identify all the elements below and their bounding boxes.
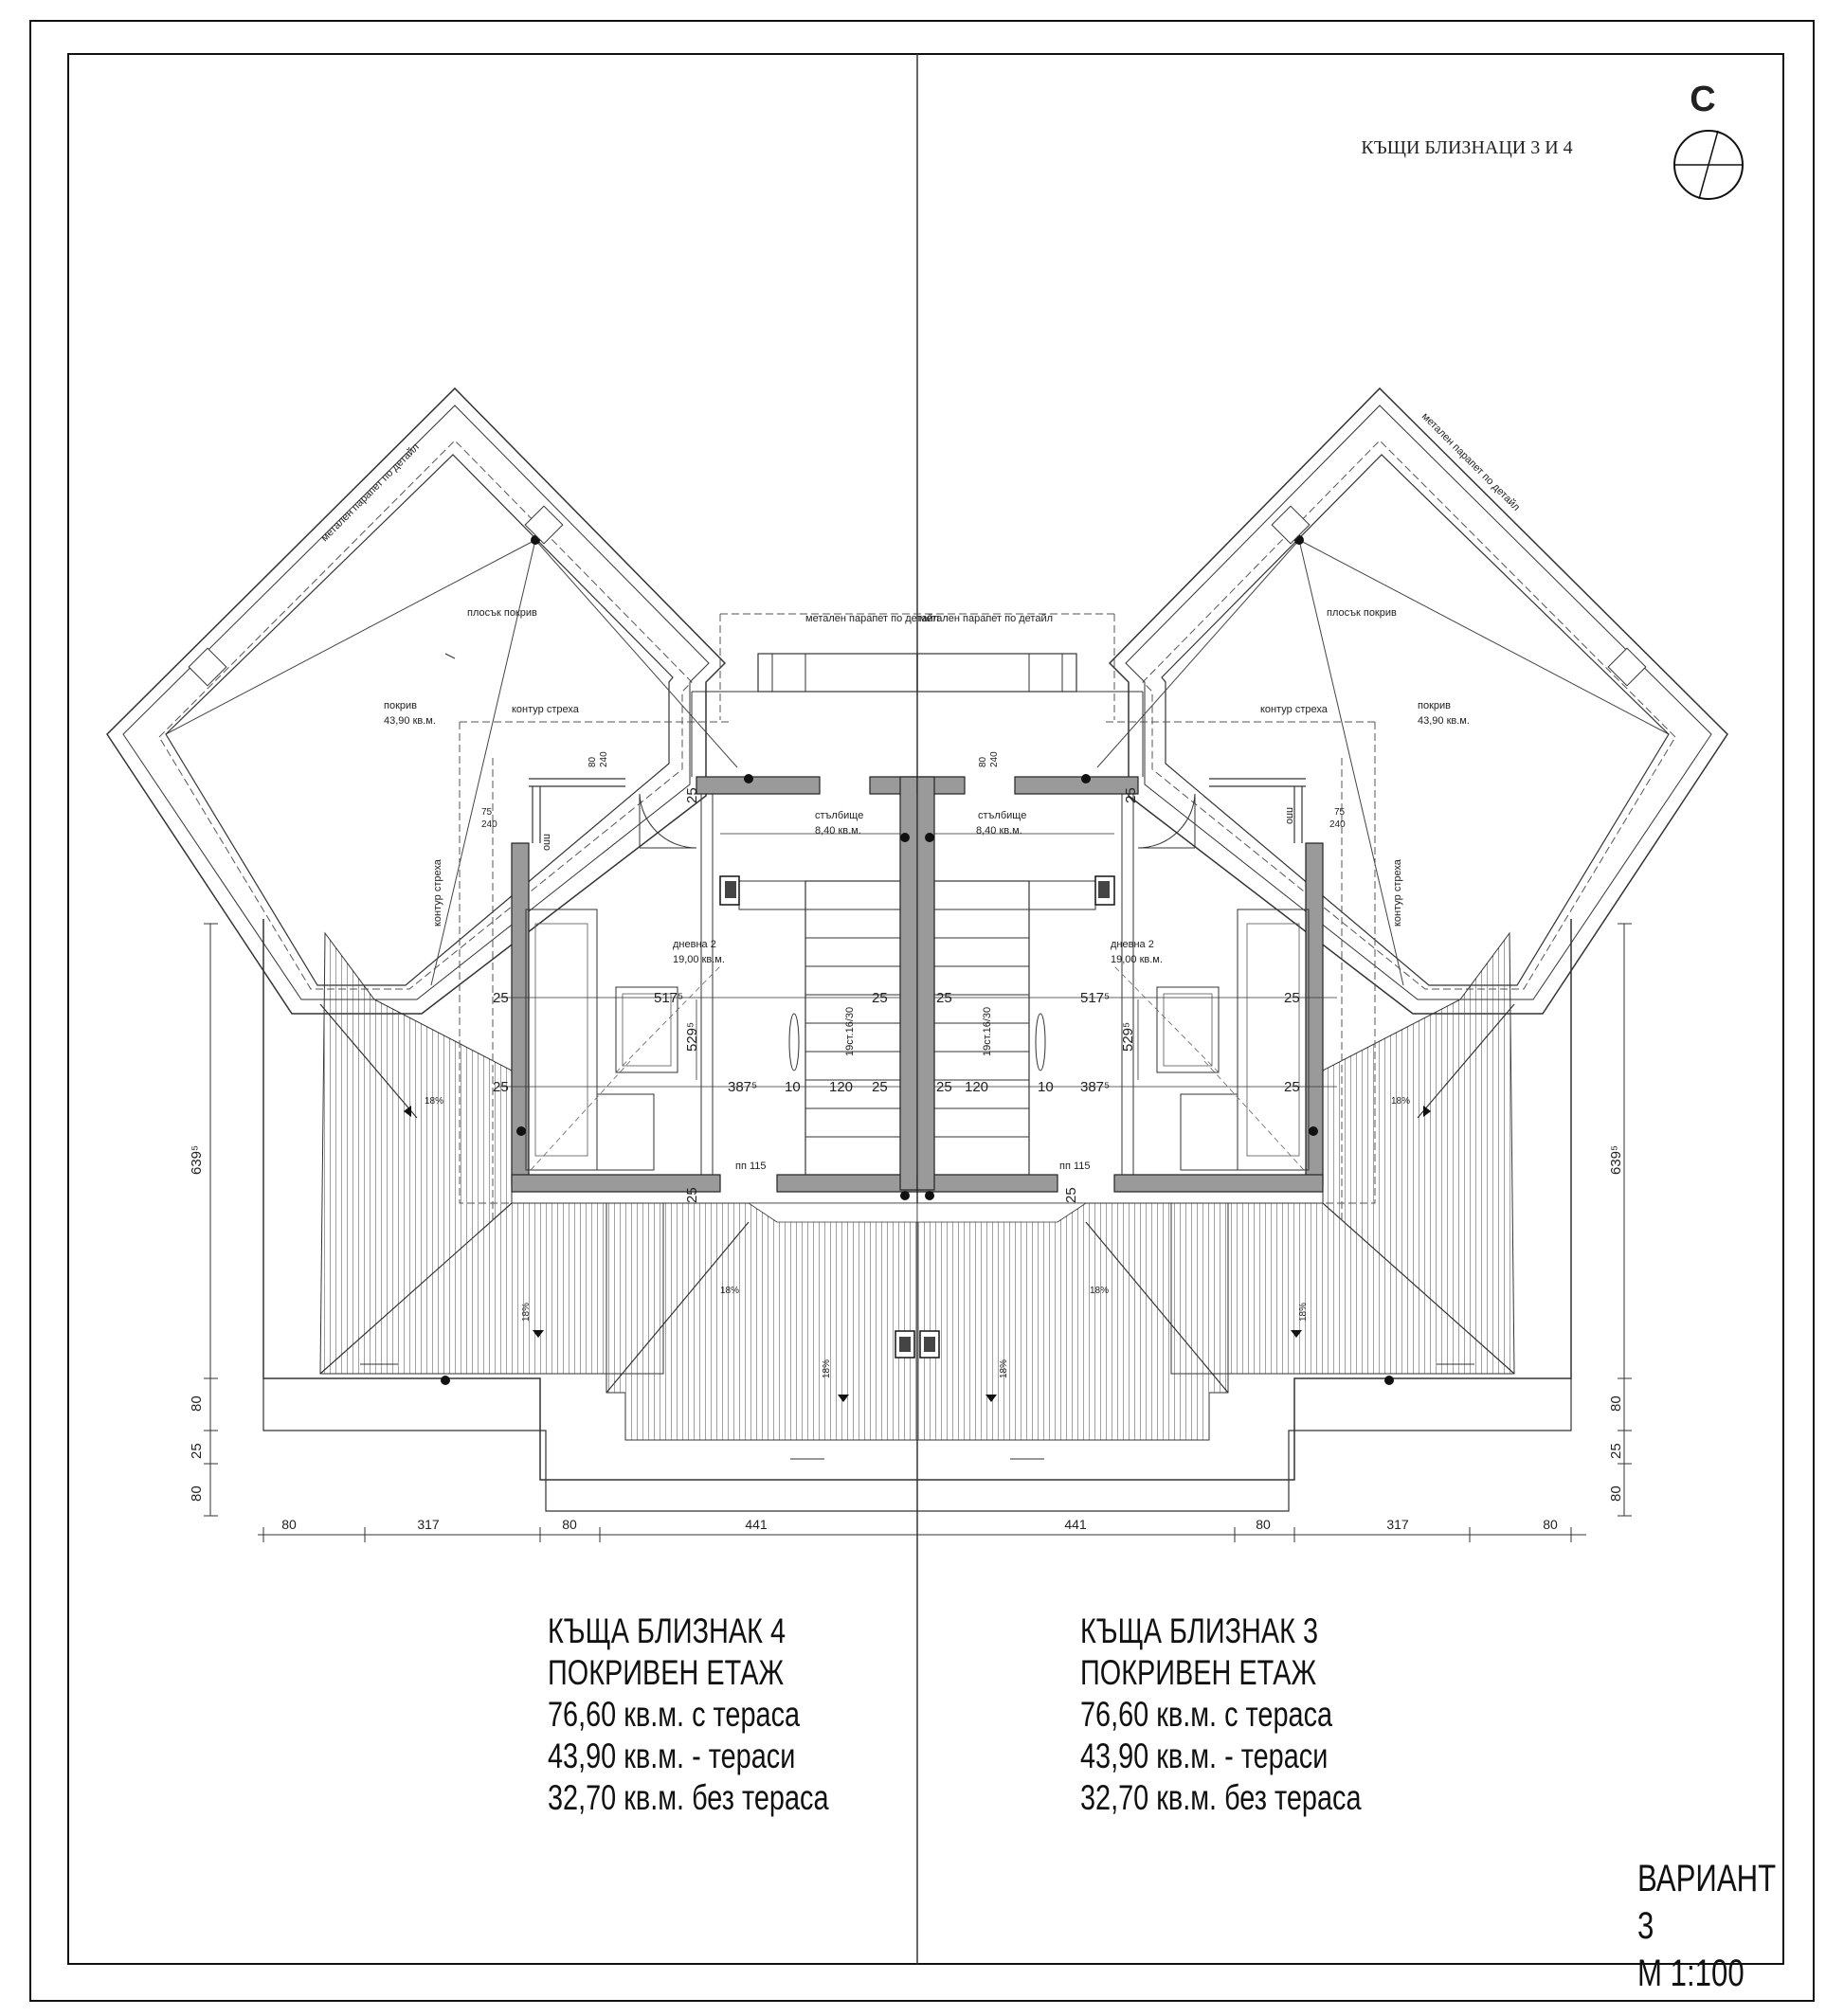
- house-4-floor: ПОКРИВЕН ЕТАЖ: [548, 1653, 785, 1692]
- house-3-title: КЪЩА БЛИЗНАК 3: [1080, 1611, 1319, 1650]
- dim-387-left: 387⁵: [728, 1079, 758, 1095]
- dim-80-240-right: 80: [978, 756, 988, 767]
- bottom-dim-3: 80: [562, 1517, 577, 1532]
- dim-25f-right: 25: [1063, 1187, 1079, 1203]
- slope-3-left: 18%: [720, 1286, 740, 1296]
- north-letter: С: [1690, 80, 1716, 119]
- flat-roof-label-left: плосък покрив: [467, 607, 537, 619]
- stair-area-left: 8,40 кв.м.: [815, 825, 861, 837]
- bottom-dim-6: 80: [1256, 1517, 1271, 1532]
- dim-25a-right: 25: [936, 990, 952, 1006]
- dim-240b-left: 240: [481, 819, 497, 830]
- flat-roof-label-right: плосък покрив: [1327, 607, 1397, 619]
- dim-10-right: 10: [1038, 1079, 1054, 1095]
- house-3-plan: [917, 388, 1727, 1511]
- stair-label-right: стълбище: [978, 810, 1027, 821]
- house-4-area-with-terrace: 76,60 кв.м. с тераса: [548, 1695, 801, 1734]
- bottom-dim-7: 317: [1386, 1517, 1409, 1532]
- dim-25c-left: 25: [493, 1079, 509, 1095]
- dim-529-left: 529⁵: [684, 1021, 700, 1052]
- roof-label-right: покрив: [1418, 700, 1451, 711]
- stair-label-left: стълбище: [815, 810, 864, 821]
- dim-639-right: 639⁵: [1608, 1144, 1624, 1175]
- slope-4-right: 18%: [999, 1359, 1009, 1378]
- dim-25v-left: 25: [189, 1443, 205, 1459]
- dim-120-left: 120: [829, 1079, 854, 1095]
- living-area-right: 19,00 кв.м.: [1111, 954, 1163, 965]
- living-area-left: 19,00 кв.м.: [673, 954, 725, 965]
- project-title: КЪЩИ БЛИЗНАЦИ 3 И 4: [1361, 137, 1573, 158]
- dim-10-left: 10: [785, 1079, 801, 1095]
- house-4-title: КЪЩА БЛИЗНАК 4: [548, 1611, 786, 1650]
- dim-25d-right: 25: [1284, 1079, 1300, 1095]
- slope-1-right: 18%: [1391, 1096, 1411, 1107]
- slope-1-left: 18%: [425, 1096, 444, 1107]
- stair-steps-right: 19ст.16/30: [982, 1006, 993, 1056]
- dim-25b-right: 25: [1284, 990, 1300, 1006]
- north-arrow-icon: [1674, 131, 1743, 199]
- dim-120-right: 120: [965, 1079, 989, 1095]
- dim-240-left: 240: [599, 751, 609, 767]
- dim-75-right: 75: [1334, 807, 1346, 818]
- dim-75-left: 75: [481, 807, 493, 818]
- parapet-left: метален парапет по детайл: [318, 441, 422, 545]
- parapet-top-right: метален парапет по детайл: [919, 613, 1054, 624]
- house-3-area-without-terrace: 32,70 кв.м. без тераса: [1080, 1778, 1362, 1817]
- parapet-right: метален парапет по детайл: [1419, 410, 1523, 513]
- variant-scale: М 1:100: [1637, 1953, 1745, 1994]
- dim-25e-left: 25: [684, 787, 700, 803]
- house-3-area-terraces: 43,90 кв.м. - тераси: [1080, 1737, 1329, 1775]
- bottom-dim-8: 80: [1543, 1517, 1558, 1532]
- house-3-legend: [1080, 1611, 1361, 1819]
- dim-517-left: 517⁵: [654, 990, 684, 1006]
- dim-25c-right: 25: [936, 1079, 952, 1095]
- dim-80-240-left: 80: [588, 756, 598, 767]
- house-4-plan: [107, 388, 917, 1511]
- stair-area-right: 8,40 кв.м.: [976, 825, 1022, 837]
- dim-240b-right: 240: [1329, 819, 1346, 830]
- dim-80v2-left: 80: [189, 1485, 205, 1502]
- pp-door-left: пп 115: [735, 1161, 767, 1172]
- house-3-floor: ПОКРИВЕН ЕТАЖ: [1080, 1653, 1317, 1692]
- dim-529-right: 529⁵: [1120, 1021, 1136, 1052]
- dim-80v-left: 80: [189, 1395, 205, 1412]
- roof-area-right: 43,90 кв.м.: [1418, 715, 1470, 727]
- living-label-right: дневна 2: [1111, 939, 1154, 950]
- eave-contour-right: контур стреха: [1260, 704, 1328, 715]
- stair-steps-left: 19ст.16/30: [844, 1006, 856, 1056]
- slope-2-left: 18%: [521, 1302, 532, 1322]
- pp-door-right: пп 115: [1059, 1161, 1091, 1172]
- eave-contour-side-left: контур стреха: [432, 859, 443, 927]
- dim-25b-left: 25: [872, 990, 888, 1006]
- roof-label-left: покрив: [384, 700, 417, 711]
- eave-contour-side-right: контур стреха: [1392, 859, 1403, 927]
- bottom-dim-4: 441: [745, 1517, 768, 1532]
- eave-contour-left: контур стреха: [512, 704, 579, 715]
- dim-80v-right: 80: [1608, 1395, 1624, 1412]
- dim-25a-left: 25: [493, 990, 509, 1006]
- bottom-dim-1: 80: [281, 1517, 297, 1532]
- dim-25v-right: 25: [1608, 1443, 1624, 1459]
- bottom-dim-5: 441: [1064, 1517, 1087, 1532]
- dim-80v2-right: 80: [1608, 1485, 1624, 1502]
- dim-25f-left: 25: [684, 1187, 700, 1203]
- vertical-dimension-left: [204, 924, 218, 1516]
- house-3-area-with-terrace: 76,60 кв.м. с тераса: [1080, 1695, 1333, 1734]
- slope-2-right: 18%: [1298, 1302, 1309, 1322]
- dim-387-right: 387⁵: [1080, 1079, 1111, 1095]
- ppo-right: ппо: [1284, 807, 1295, 825]
- dim-639-left: 639⁵: [189, 1144, 205, 1175]
- slope-4-left: 18%: [822, 1359, 832, 1378]
- ppo-left: ппо: [541, 834, 552, 852]
- dim-240-right: 240: [989, 751, 1000, 767]
- slope-3-right: 18%: [1090, 1286, 1110, 1296]
- living-label-left: дневна 2: [673, 939, 716, 950]
- house-4-legend: [548, 1611, 828, 1819]
- house-4-area-without-terrace: 32,70 кв.м. без тераса: [548, 1778, 829, 1817]
- vertical-dimension-right: [1618, 924, 1632, 1516]
- house-4-area-terraces: 43,90 кв.м. - тераси: [548, 1737, 796, 1775]
- roof-area-left: 43,90 кв.м.: [384, 715, 436, 727]
- variant-name: ВАРИАНТ 3: [1637, 1858, 1777, 1947]
- bottom-dim-2: 317: [417, 1517, 440, 1532]
- dim-25d-left: 25: [872, 1079, 888, 1095]
- dim-517-right: 517⁵: [1080, 990, 1111, 1006]
- parapet-top-left: метален парапет по детайл: [805, 613, 940, 624]
- dim-25e-right: 25: [1123, 787, 1139, 803]
- variant-block: [1637, 1855, 1799, 1997]
